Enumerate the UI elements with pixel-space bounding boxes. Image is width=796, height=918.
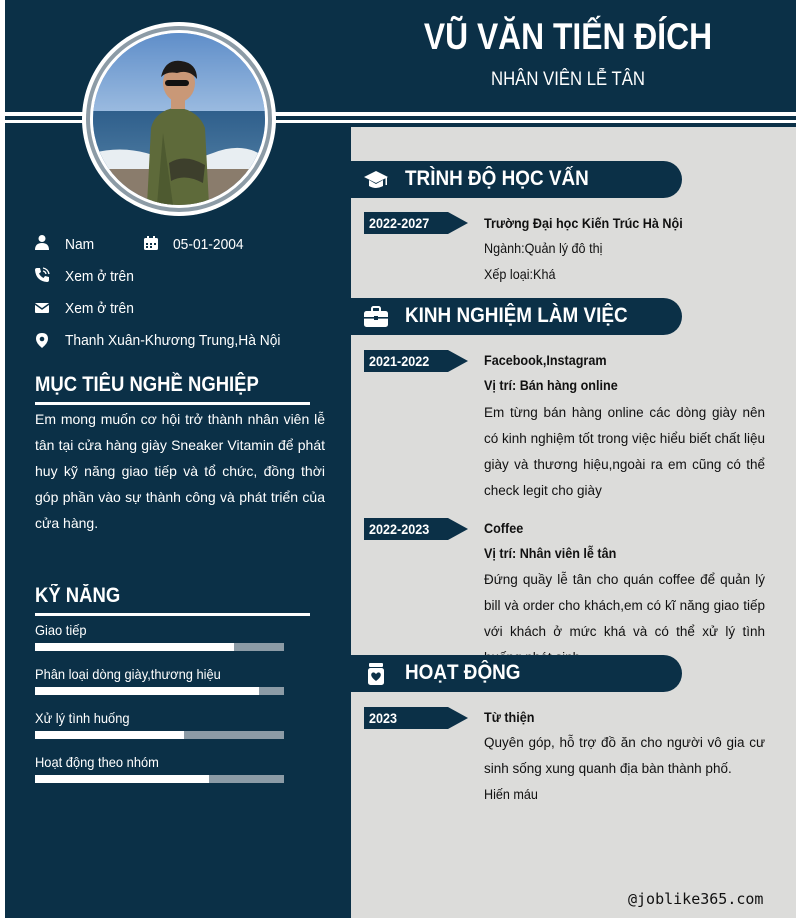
briefcase-icon <box>363 304 389 330</box>
skill-bar <box>35 775 284 783</box>
skills-heading: KỸ NĂNG <box>35 584 121 607</box>
objective-text: Em mong muốn cơ hội trở thành nhân viên lễ tân tại cửa hàng giày Sneaker Vitamin để phát huy kỹ năng giao tiếp và tổ chức, đồng thời góp phần vào sự thành công và phát triển của cửa hàng. <box>35 411 325 531</box>
skill-label: Hoạt động theo nhóm <box>35 754 159 770</box>
skill-label: Giao tiếp <box>35 622 87 638</box>
skills-divider <box>35 613 310 616</box>
email-icon <box>34 300 50 316</box>
activities-section-header <box>351 655 682 692</box>
skill-bar-fill <box>35 731 184 739</box>
job-title: NHÂN VIÊN LỄ TÂN <box>491 69 645 90</box>
skill-bar-fill <box>35 775 209 783</box>
rank-text: Xếp loại:Khá <box>484 266 556 282</box>
skill-label: Xử lý tình huống <box>35 710 130 726</box>
activity-extra: Hiến máu <box>484 786 538 802</box>
skill-bar <box>35 731 284 739</box>
skill-label: Phân loại dòng giày,thương hiệu <box>35 666 221 682</box>
objective-divider <box>35 402 310 405</box>
experience-section-header <box>351 298 682 335</box>
address-text: Thanh Xuân-Khương Trung,Hà Nội <box>65 332 281 349</box>
school-name: Trường Đại học Kiến Trúc Hà Nội <box>484 215 683 231</box>
job-position: Vị trí: Bán hàng online <box>484 377 618 393</box>
profile-photo-illustration <box>93 33 265 205</box>
user-icon <box>34 234 50 250</box>
watermark-text: @joblike365.com <box>628 890 764 908</box>
skill-bar <box>35 687 284 695</box>
education-heading: TRÌNH ĐỘ HỌC VẤN <box>405 167 589 190</box>
activity-title: Từ thiện <box>484 709 535 725</box>
experience-year-tag <box>364 350 468 372</box>
birthdate-text: 05-01-2004 <box>173 236 244 253</box>
job-description: Đứng quầy lễ tân cho quán coffee để quản lý bill và order cho khách,em có kĩ năng giao tiếp với khách ở mức khá và có thể xử lý tình <box>484 572 765 639</box>
gender-text: Nam <box>65 236 95 253</box>
profile-photo <box>93 33 265 205</box>
experience-year-tag <box>364 518 468 540</box>
education-section-header <box>351 161 682 198</box>
calendar-icon <box>143 235 159 251</box>
phone-text: Xem ở trên <box>65 268 134 285</box>
objective-heading: MỤC TIÊU NGHỀ NGHIỆP <box>35 373 259 396</box>
location-pin-icon <box>34 332 50 348</box>
company-name: Facebook,Instagram <box>484 352 607 368</box>
skill-bar-fill <box>35 643 234 651</box>
major-text: Ngành:Quản lý đô thị <box>484 240 603 256</box>
activities-heading: HOẠT ĐỘNG <box>405 661 521 684</box>
activity-years: 2023 <box>369 710 398 726</box>
email-text: Xem ở trên <box>65 300 134 317</box>
heart-jar-icon <box>363 661 389 687</box>
activity-year-tag <box>364 707 468 729</box>
education-year-tag <box>364 212 468 234</box>
candidate-name: VŨ VĂN TIẾN ĐÍCH <box>423 16 713 57</box>
job-years: 2022-2023 <box>369 521 430 537</box>
company-name: Coffee <box>484 520 524 536</box>
education-years: 2022-2027 <box>369 215 430 231</box>
phone-icon <box>34 267 50 283</box>
graduation-cap-icon <box>363 167 389 193</box>
job-description: Em từng bán hàng online các dòng giày nên có kinh nghiệm tốt trong việc hiểu biết chất liệu giày và thương hiệu,ngoài ra em cũng có thể check legit cho giày <box>484 405 765 498</box>
skill-bar <box>35 643 284 651</box>
experience-heading: KINH NGHIỆM LÀM VIỆC <box>405 304 628 327</box>
activity-description: Quyên góp, hỗ trợ đồ ăn cho người vô gia cư sinh sống xung quanh địa bàn thành phố. <box>484 735 765 776</box>
skill-bar-fill <box>35 687 259 695</box>
job-years: 2021-2022 <box>369 353 430 369</box>
job-position: Vị trí: Nhân viên lễ tân <box>484 545 617 561</box>
